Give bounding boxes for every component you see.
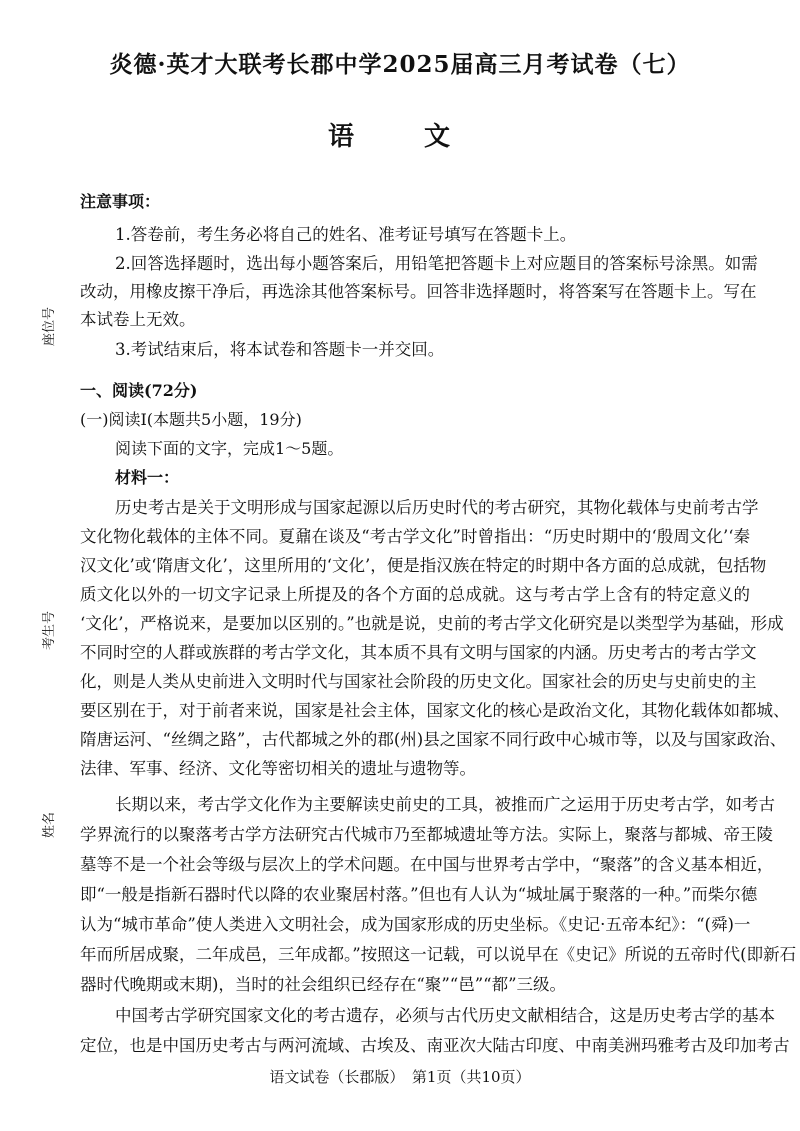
text-line: 学界流行的以聚落考古学方法研究古代城市乃至都城遗址等方法。实际上，聚落与都城、帝王陵 (80, 825, 773, 844)
text-line: 化，则是人类从史前进入文明时代与国家社会阶段的历史文化。国家社会的历史与史前史的主 (80, 672, 757, 691)
text-line: ‘文化’，严格说来，是要加以区别的。”也就是说，史前的考古学文化研究是以类型学为基础，形成 (80, 614, 784, 633)
reading-instruction: 阅读下面的文字，完成1～5题。 (115, 439, 344, 458)
notice-item-2-line: 2.回答选择题时，选出每小题答案后，用铅笔把答题卡上对应题目的答案标号涂黑。如需 (115, 254, 758, 273)
text-line: 中国考古学研究国家文化的考古遗存，必须与古代历史文献相结合，这是历史考古学的基本 (115, 1006, 775, 1025)
text-line: 文化物化载体的主体不同。夏鼐在谈及“考古学文化”时曾指出：“历史时期中的‘殷周文化’‘秦 (80, 527, 750, 546)
section-heading: 一、阅读(72分) (80, 381, 198, 400)
seat-number-label: 座位号 (42, 306, 57, 346)
notice-item-1: 1.答卷前，考生务必将自己的姓名、准考证号填写在答题卡上。 (115, 225, 577, 244)
text-line: 不同时空的人群或族群的考古学文化，其本质不具有文明与国家的内涵。历史考古的考古学文 (80, 643, 757, 662)
section-subheading: (一)阅读Ⅰ(本题共5小题，19分) (80, 410, 302, 429)
notice-item-2-line: 改动，用橡皮擦干净后，再选涂其他答案标号。回答非选择题时，将答案写在答题卡上。写在 (80, 282, 757, 301)
name-label: 姓名 (42, 811, 57, 838)
notice-item-3: 3.考试结束后，将本试卷和答题卡一并交回。 (115, 340, 445, 359)
text-line: 年而所居成聚，二年成邑，三年成都。”按照这一记载，可以说早在《史记》所说的五帝时代(即新石 (80, 945, 797, 964)
material-label: 材料一： (115, 468, 180, 487)
text-line: 定位，也是中国历史考古与两河流域、古埃及、南亚次大陆古印度、中南美洲玛雅考古及印加考古 (80, 1036, 790, 1055)
text-line: 法律、军事、经济、文化等密切相关的遗址与遗物等。 (80, 759, 476, 778)
text-line: 墓等不是一个社会等级与层次上的学术问题。在中国与世界考古学中，“聚落”的含义基本相近， (80, 855, 774, 874)
notice-heading: 注意事项： (80, 192, 161, 211)
candidate-number-label: 考生号 (42, 610, 57, 650)
text-line: 历史考古是关于文明形成与国家起源以后历史时代的考古研究，其物化载体与史前考古学 (115, 498, 759, 517)
exam-title: 炎德·英才大联考长郡中学2025届高三月考试卷（七） (109, 51, 691, 78)
text-line: 长期以来，考古学文化作为主要解读史前史的工具，被推而广之运用于历史考古学，如考古 (115, 795, 775, 814)
text-line: 即“一般是指新石器时代以降的农业聚居村落。”但也有人认为“城址属于聚落的一种。”而柴尔德 (80, 885, 758, 904)
text-line: 器时代晚期或末期)，当时的社会组织已经存在“聚”“邑”“都”三级。 (80, 975, 567, 994)
text-line: 隋唐运河、“丝绸之路”，古代都城之外的郡(州)县之国家不同行政中心城市等，以及与国家政治、 (80, 730, 787, 749)
text-line: 要区别在于，对于前者来说，国家是社会主体，国家文化的核心是政治文化，其物化载体如都城、 (80, 701, 790, 720)
page-footer: 语文试卷（长郡版） 第1页（共10页） (269, 1068, 531, 1086)
text-line: 质文化以外的一切文字记录上所提及的各个方面的总成就。这与考古学上含有的特定意义的 (80, 585, 750, 604)
notice-item-2-line: 本试卷上无效。 (80, 310, 196, 329)
subject-title: 语 文 (327, 122, 472, 152)
text-line: 认为“城市革命”使人类进入文明社会，成为国家形成的历史坐标。《史记·五帝本纪》：“(舜)一 (80, 915, 751, 934)
text-line: 汉文化’或‘隋唐文化’，这里所用的‘文化’，便是指汉族在特定的时期中各方面的总成就，包括物 (80, 556, 767, 575)
